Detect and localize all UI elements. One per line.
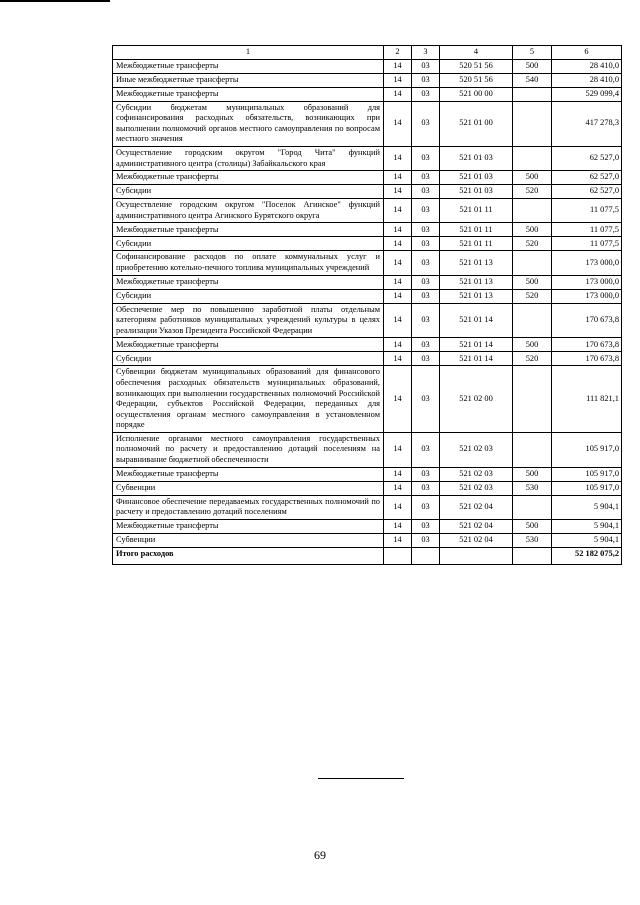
row-amount-cell: 170 673,8 <box>552 352 622 366</box>
row-subsection-cell: 03 <box>412 338 440 352</box>
row-name-cell: Исполнение органами местного самоуправления государственных полномочий по расчету и предоставлению дотаций поселениям на выравнивание бюджетной обеспеченности <box>113 432 384 467</box>
row-target-article-cell: 521 01 13 <box>440 251 513 275</box>
expenditure-table-container <box>112 45 621 565</box>
row-expense-type-cell: 520 <box>513 289 552 303</box>
row-subsection-cell: 03 <box>412 366 440 433</box>
row-amount-cell: 170 673,8 <box>552 303 622 338</box>
row-expense-type-cell <box>513 87 552 101</box>
row-amount-cell: 28 410,0 <box>552 73 622 87</box>
row-amount-cell: 170 673,8 <box>552 338 622 352</box>
row-amount-cell: 62 527,0 <box>552 171 622 185</box>
row-expense-type-cell <box>513 495 552 519</box>
row-subsection-cell: 03 <box>412 251 440 275</box>
row-amount-cell: 62 527,0 <box>552 146 622 170</box>
row-name-cell: Финансовое обеспечение передаваемых государственных полномочий по расчету и предоставлению дотаций поселениям <box>113 495 384 519</box>
row-section-cell: 14 <box>384 237 412 251</box>
row-name-cell: Софинансирование расходов по оплате коммунальных услуг и приобретению котельно-печного топлива муниципальных учреждений <box>113 251 384 275</box>
row-expense-type-cell <box>513 251 552 275</box>
table-row <box>113 481 622 495</box>
row-expense-type-cell: 500 <box>513 467 552 481</box>
row-subsection-cell: 03 <box>412 519 440 533</box>
row-amount-cell: 5 904,1 <box>552 533 622 547</box>
row-amount-cell: 105 917,0 <box>552 467 622 481</box>
row-target-article-cell: 521 01 14 <box>440 352 513 366</box>
row-section-cell: 14 <box>384 495 412 519</box>
row-subsection-cell: 03 <box>412 73 440 87</box>
row-expense-type-cell: 530 <box>513 481 552 495</box>
row-expense-type-cell: 520 <box>513 185 552 199</box>
row-expense-type-cell: 530 <box>513 533 552 547</box>
header-col-3: 3 <box>412 46 440 60</box>
row-target-article-cell: 521 01 11 <box>440 223 513 237</box>
row-name-cell: Осуществление городским округом "Город Чита" функций административного центра (столицы) Забайкальского края <box>113 146 384 170</box>
row-expense-type-cell <box>513 199 552 223</box>
table-row <box>113 73 622 87</box>
row-name-cell: Субвенции <box>113 533 384 547</box>
total-empty-cell <box>513 547 552 564</box>
row-name-cell: Обеспечение мер по повышению заработной платы отдельным категориям работников муниципальных учреждений культуры в целях реализации Указов Президента Российской Федерации <box>113 303 384 338</box>
total-sum: 52 182 075,2 <box>552 547 622 564</box>
row-section-cell: 14 <box>384 519 412 533</box>
row-name-cell: Субвенции <box>113 481 384 495</box>
row-subsection-cell: 03 <box>412 101 440 146</box>
row-name-cell: Субсидии <box>113 237 384 251</box>
row-amount-cell: 529 099,4 <box>552 87 622 101</box>
row-section-cell: 14 <box>384 533 412 547</box>
total-empty-cell <box>412 547 440 564</box>
total-empty-cell <box>384 547 412 564</box>
row-subsection-cell: 03 <box>412 432 440 467</box>
row-expense-type-cell <box>513 432 552 467</box>
row-target-article-cell: 521 01 14 <box>440 338 513 352</box>
row-section-cell: 14 <box>384 467 412 481</box>
row-target-article-cell: 520 51 56 <box>440 59 513 73</box>
header-col-1: 1 <box>113 46 384 60</box>
row-name-cell: Межбюджетные трансферты <box>113 59 384 73</box>
row-amount-cell: 173 000,0 <box>552 289 622 303</box>
table-row <box>113 146 622 170</box>
table-row <box>113 275 622 289</box>
table-row <box>113 432 622 467</box>
row-amount-cell: 28 410,0 <box>552 59 622 73</box>
row-name-cell: Межбюджетные трансферты <box>113 171 384 185</box>
header-col-4: 4 <box>440 46 513 60</box>
row-section-cell: 14 <box>384 185 412 199</box>
row-amount-cell: 5 904,1 <box>552 495 622 519</box>
row-target-article-cell: 521 01 03 <box>440 146 513 170</box>
page-number: 69 <box>314 848 326 862</box>
row-name-cell: Межбюджетные трансферты <box>113 338 384 352</box>
row-name-cell: Осуществление городским округом "Поселок Агинское" функций административного центра Агинского Бурятского округа <box>113 199 384 223</box>
row-expense-type-cell <box>513 303 552 338</box>
row-expense-type-cell: 540 <box>513 73 552 87</box>
row-amount-cell: 5 904,1 <box>552 519 622 533</box>
row-section-cell: 14 <box>384 59 412 73</box>
table-body <box>113 59 622 547</box>
row-section-cell: 14 <box>384 101 412 146</box>
table-row <box>113 223 622 237</box>
row-expense-type-cell <box>513 146 552 170</box>
row-name-cell: Субсидии <box>113 352 384 366</box>
row-expense-type-cell: 500 <box>513 275 552 289</box>
table-row <box>113 185 622 199</box>
row-name-cell: Субсидии бюджетам муниципальных образований для софинансирования расходных обязательств, возникающих при выполнении полномочий органов местного самоуправления по вопросам местного значения <box>113 101 384 146</box>
row-name-cell: Межбюджетные трансферты <box>113 223 384 237</box>
row-section-cell: 14 <box>384 289 412 303</box>
table-row <box>113 338 622 352</box>
table-row <box>113 87 622 101</box>
row-subsection-cell: 03 <box>412 289 440 303</box>
row-target-article-cell: 521 02 04 <box>440 495 513 519</box>
table-row <box>113 303 622 338</box>
row-subsection-cell: 03 <box>412 59 440 73</box>
row-subsection-cell: 03 <box>412 495 440 519</box>
expenditure-table <box>112 45 622 565</box>
row-subsection-cell: 03 <box>412 185 440 199</box>
row-section-cell: 14 <box>384 303 412 338</box>
row-target-article-cell: 521 01 13 <box>440 289 513 303</box>
row-amount-cell: 11 077,5 <box>552 199 622 223</box>
row-expense-type-cell: 500 <box>513 223 552 237</box>
row-name-cell: Межбюджетные трансферты <box>113 519 384 533</box>
row-expense-type-cell: 520 <box>513 352 552 366</box>
row-target-article-cell: 521 02 04 <box>440 533 513 547</box>
row-expense-type-cell: 500 <box>513 59 552 73</box>
row-section-cell: 14 <box>384 338 412 352</box>
row-subsection-cell: 03 <box>412 146 440 170</box>
row-subsection-cell: 03 <box>412 303 440 338</box>
row-section-cell: 14 <box>384 481 412 495</box>
row-target-article-cell: 521 00 00 <box>440 87 513 101</box>
row-name-cell: Субвенции бюджетам муниципальных образований для финансового обеспечения расходных обязательств муниципальных образований, возникающих при выполнении государственных полномочий Российской Федерации, субъектов Российской Федерации, переданных для осуществления органам местного самоуправления в установленном порядке <box>113 366 384 433</box>
row-subsection-cell: 03 <box>412 199 440 223</box>
header-col-5: 5 <box>513 46 552 60</box>
row-amount-cell: 11 077,5 <box>552 237 622 251</box>
row-section-cell: 14 <box>384 171 412 185</box>
table-row <box>113 199 622 223</box>
row-target-article-cell: 521 01 13 <box>440 275 513 289</box>
row-subsection-cell: 03 <box>412 352 440 366</box>
row-section-cell: 14 <box>384 352 412 366</box>
table-row <box>113 171 622 185</box>
footer-rule <box>318 778 404 779</box>
row-target-article-cell: 521 02 03 <box>440 481 513 495</box>
row-section-cell: 14 <box>384 275 412 289</box>
row-section-cell: 14 <box>384 87 412 101</box>
row-amount-cell: 11 077,5 <box>552 223 622 237</box>
row-subsection-cell: 03 <box>412 533 440 547</box>
row-section-cell: 14 <box>384 432 412 467</box>
row-name-cell: Межбюджетные трансферты <box>113 467 384 481</box>
table-row <box>113 366 622 433</box>
row-target-article-cell: 521 01 11 <box>440 199 513 223</box>
row-amount-cell: 173 000,0 <box>552 275 622 289</box>
row-name-cell: Межбюджетные трансферты <box>113 275 384 289</box>
row-section-cell: 14 <box>384 199 412 223</box>
row-section-cell: 14 <box>384 223 412 237</box>
row-target-article-cell: 521 02 04 <box>440 519 513 533</box>
row-section-cell: 14 <box>384 251 412 275</box>
total-empty-cell <box>440 547 513 564</box>
row-name-cell: Межбюджетные трансферты <box>113 87 384 101</box>
row-subsection-cell: 03 <box>412 275 440 289</box>
row-target-article-cell: 521 02 03 <box>440 467 513 481</box>
row-subsection-cell: 03 <box>412 481 440 495</box>
row-expense-type-cell: 500 <box>513 338 552 352</box>
row-expense-type-cell <box>513 101 552 146</box>
row-amount-cell: 105 917,0 <box>552 432 622 467</box>
row-amount-cell: 417 278,3 <box>552 101 622 146</box>
row-target-article-cell: 521 02 00 <box>440 366 513 433</box>
row-subsection-cell: 03 <box>412 223 440 237</box>
row-section-cell: 14 <box>384 73 412 87</box>
row-target-article-cell: 520 51 56 <box>440 73 513 87</box>
row-expense-type-cell <box>513 366 552 433</box>
row-target-article-cell: 521 02 03 <box>440 432 513 467</box>
row-subsection-cell: 03 <box>412 467 440 481</box>
table-row <box>113 237 622 251</box>
header-col-6: 6 <box>552 46 622 60</box>
row-name-cell: Субсидии <box>113 289 384 303</box>
row-subsection-cell: 03 <box>412 237 440 251</box>
row-target-article-cell: 521 01 03 <box>440 185 513 199</box>
table-row <box>113 467 622 481</box>
row-target-article-cell: 521 01 14 <box>440 303 513 338</box>
header-col-2: 2 <box>384 46 412 60</box>
table-row <box>113 352 622 366</box>
row-amount-cell: 111 821,1 <box>552 366 622 433</box>
row-expense-type-cell: 500 <box>513 171 552 185</box>
row-amount-cell: 105 917,0 <box>552 481 622 495</box>
total-row <box>113 547 622 564</box>
table-row <box>113 289 622 303</box>
row-subsection-cell: 03 <box>412 171 440 185</box>
total-label: Итого расходов <box>113 547 384 564</box>
row-target-article-cell: 521 01 00 <box>440 101 513 146</box>
row-target-article-cell: 521 01 11 <box>440 237 513 251</box>
table-header-row <box>113 46 622 60</box>
table-row <box>113 533 622 547</box>
row-target-article-cell: 521 01 03 <box>440 171 513 185</box>
row-amount-cell: 173 000,0 <box>552 251 622 275</box>
table-row <box>113 59 622 73</box>
row-expense-type-cell: 500 <box>513 519 552 533</box>
top-margin-rule <box>0 0 110 2</box>
row-expense-type-cell: 520 <box>513 237 552 251</box>
table-row <box>113 519 622 533</box>
table-row <box>113 495 622 519</box>
row-subsection-cell: 03 <box>412 87 440 101</box>
row-section-cell: 14 <box>384 366 412 433</box>
row-amount-cell: 62 527,0 <box>552 185 622 199</box>
row-name-cell: Субсидии <box>113 185 384 199</box>
row-name-cell: Иные межбюджетные трансферты <box>113 73 384 87</box>
table-row <box>113 251 622 275</box>
table-row <box>113 101 622 146</box>
row-section-cell: 14 <box>384 146 412 170</box>
